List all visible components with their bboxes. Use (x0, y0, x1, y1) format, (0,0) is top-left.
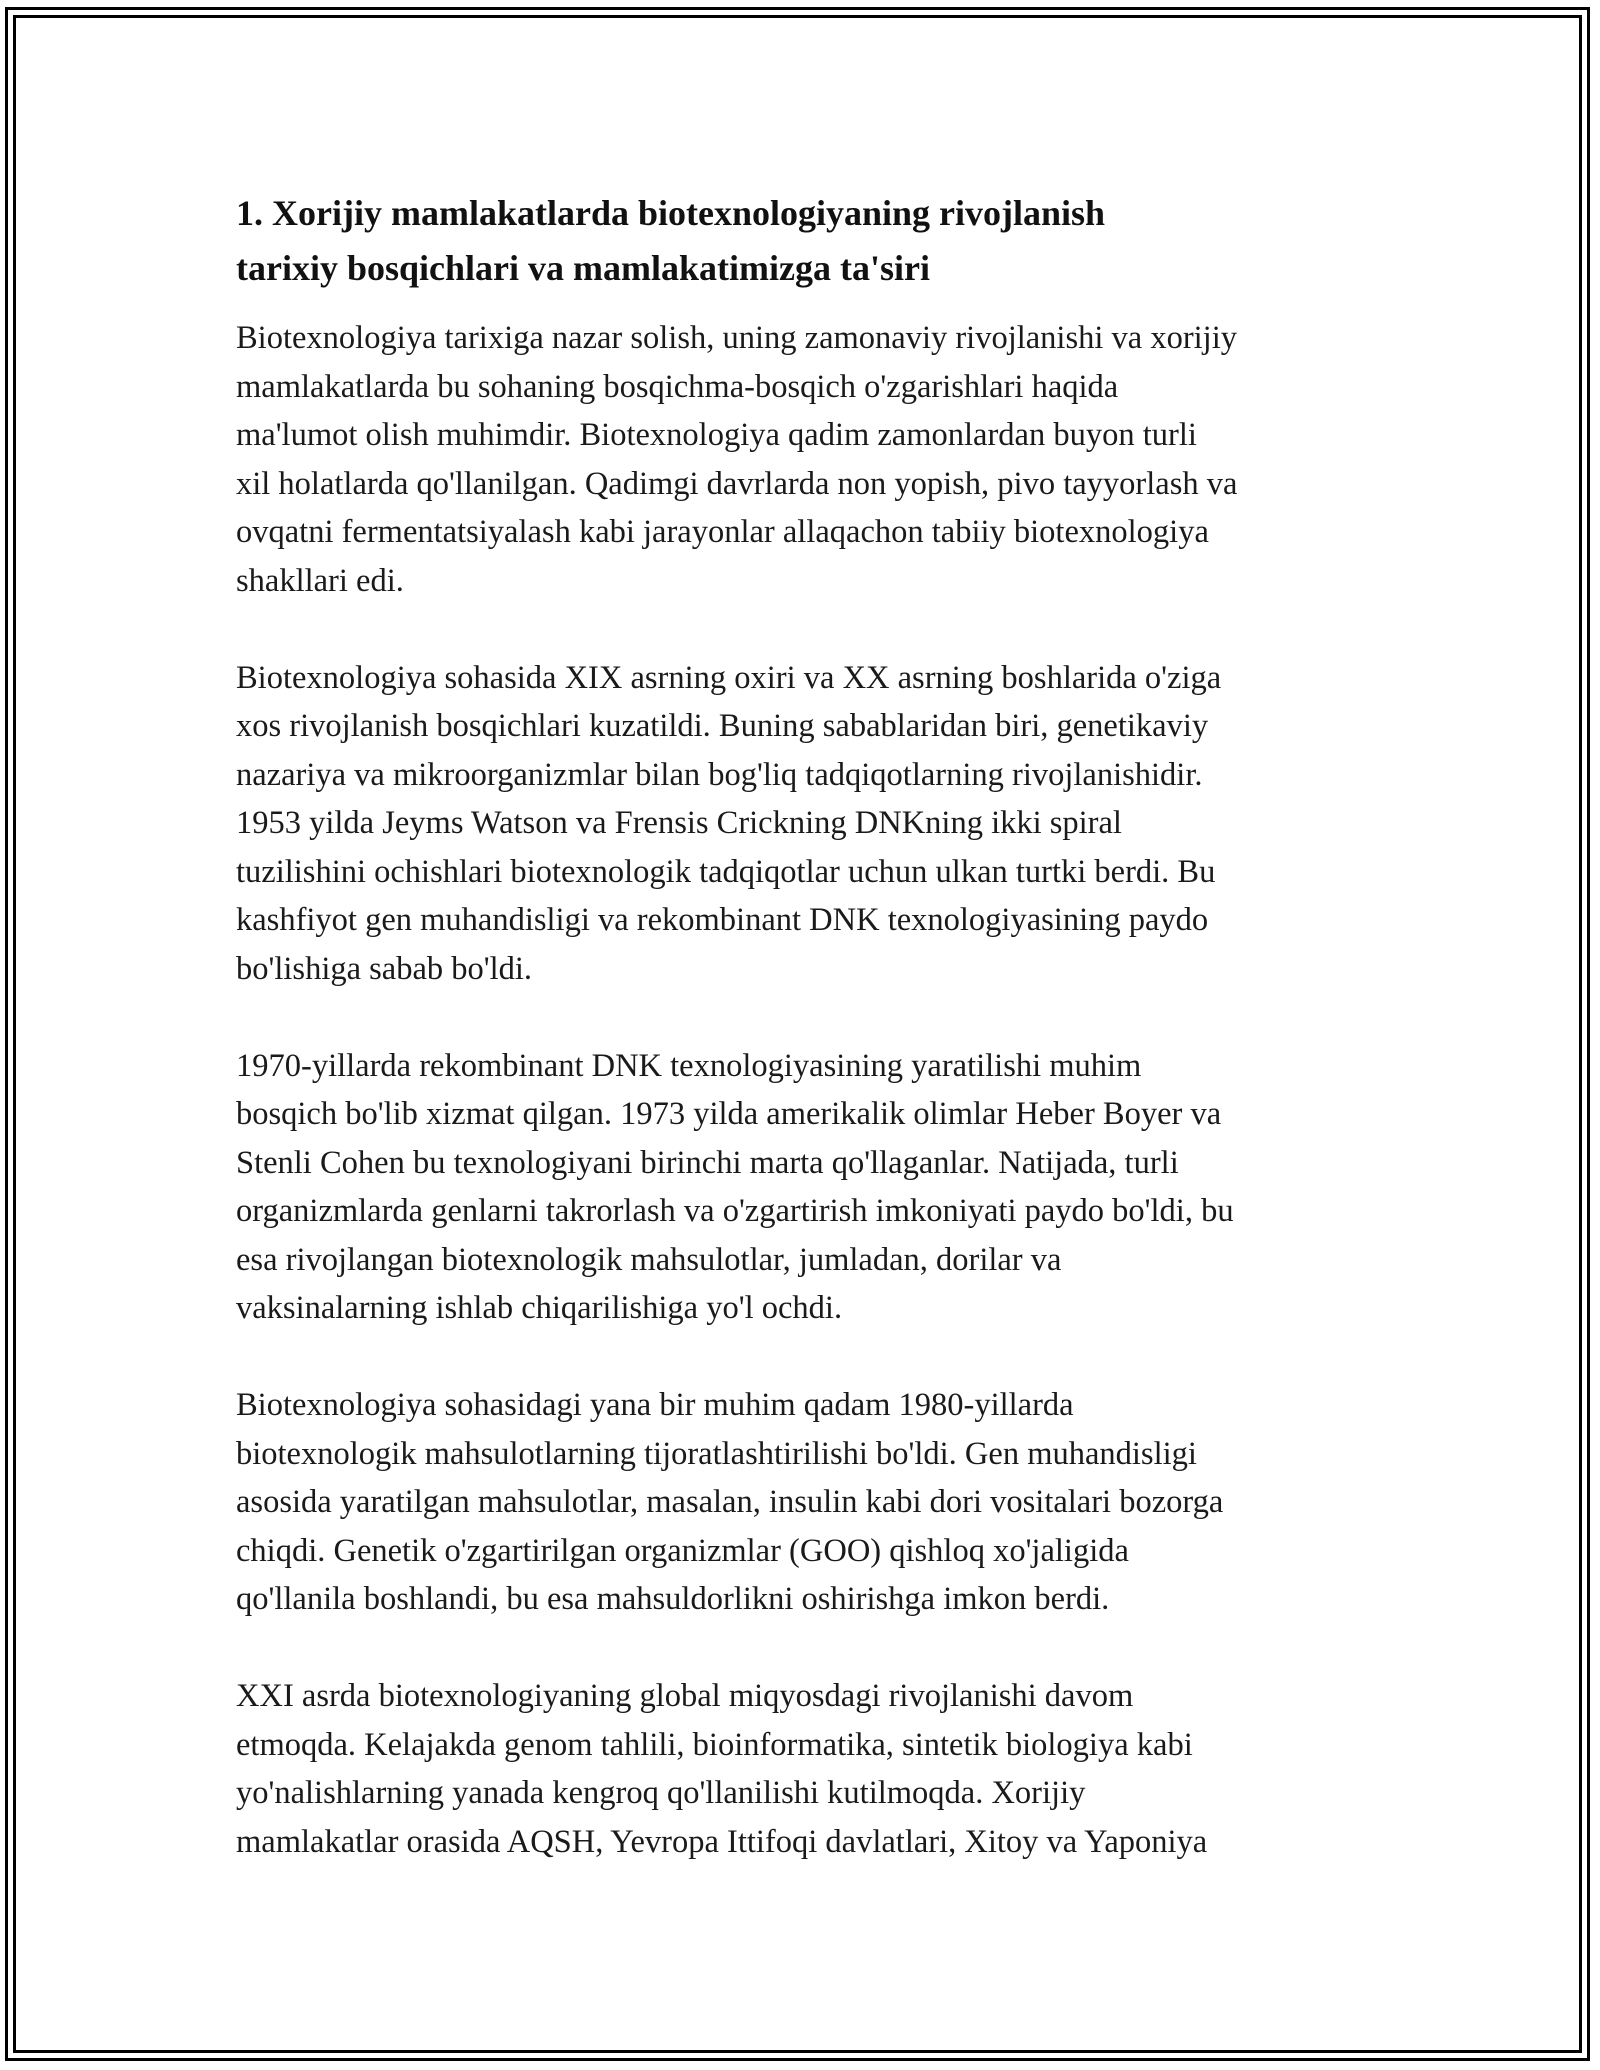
text-line: Biotexnologiya sohasida XIX asrning oxiri va XX asrning boshlarida o'ziga (236, 659, 1222, 696)
heading-line: 1. Xorijiy mamlakatlarda biotexnologiyaning rivojlanish (236, 193, 1106, 233)
text-line: Stenli Cohen bu texnologiyani birinchi marta qo'llaganlar. Natijada, turli (236, 1144, 1179, 1181)
paragraph (236, 654, 1386, 994)
heading-line: tarixiy bosqichlari va mamlakatimizga ta'siri (236, 248, 930, 288)
paragraph (236, 1381, 1386, 1624)
section-heading (236, 186, 1386, 296)
text-line: XXI asrda biotexnologiyaning global miqyosdagi rivojlanishi davom (236, 1678, 1134, 1714)
paragraph (236, 314, 1386, 605)
text-line: asosida yaratilgan mahsulotlar, masalan, insulin kabi dori vositalari bozorga (236, 1484, 1224, 1520)
text-line: organizmlarda genlarni takrorlash va o'zgartirish imkoniyati paydo bo'ldi, bu (236, 1193, 1234, 1229)
text-line: mamlakatlarda bu sohaning bosqichma-bosqich o'zgarishlari haqida (236, 368, 1119, 405)
text-line: bosqich bo'lib xizmat qilgan. 1973 yilda amerikalik olimlar Heber Boyer va (236, 1096, 1222, 1132)
text-line: esa rivojlangan biotexnologik mahsulotlar, jumladan, dorilar va (236, 1241, 1062, 1278)
text-line: tuzilishini ochishlari biotexnologik tadqiqotlar uchun ulkan turtki berdi. Bu (236, 853, 1216, 890)
text-line: xil holatlarda qo'llanilgan. Qadimgi davrlarda non yopish, pivo tayyorlash va (236, 465, 1238, 502)
text-line: bo'lishiga sabab bo'ldi. (236, 950, 533, 987)
text-line: qo'llanila boshlandi, bu esa mahsuldorlikni oshirishga imkon berdi. (236, 1581, 1110, 1617)
text-line: 1953 yilda Jeyms Watson va Frensis Crickning DNKning ikki spiral (236, 805, 1122, 841)
text-line: vaksinalarning ishlab chiqarilishiga yo'l ochdi. (236, 1290, 843, 1326)
document-body (236, 186, 1386, 1866)
text-line: 1970-yillarda rekombinant DNK texnologiyasining yaratilishi muhim (236, 1047, 1142, 1084)
text-line: biotexnologik mahsulotlarning tijoratlashtirilishi bo'ldi. Gen muhandisligi (236, 1435, 1197, 1472)
text-line: mamlakatlar orasida AQSH, Yevropa Ittifoqi davlatlari, Xitoy va Yaponiya (236, 1823, 1208, 1860)
text-line: ovqatni fermentatsiyalash kabi jarayonlar allaqachon tabiiy biotexnologiya (236, 514, 1209, 550)
text-line: xos rivojlanish bosqichlari kuzatildi. Buning sabablaridan biri, genetikaviy (236, 708, 1209, 744)
text-line: etmoqda. Kelajakda genom tahlili, bioinformatika, sintetik biologiya kabi (236, 1726, 1193, 1763)
text-line: kashfiyot gen muhandisligi va rekombinant DNK texnologiyasining paydo (236, 902, 1209, 938)
text-line: yo'nalishlarning yanada kengroq qo'llanilishi kutilmoqda. Xorijiy (236, 1775, 1086, 1811)
paragraph (236, 1672, 1386, 1866)
text-line: chiqdi. Genetik o'zgartirilgan organizmlar (GOO) qishloq xo'jaligida (236, 1532, 1129, 1569)
text-line: shakllari edi. (236, 562, 404, 599)
text-line: ma'lumot olish muhimdir. Biotexnologiya qadim zamonlardan buyon turli (236, 417, 1197, 453)
text-line: Biotexnologiya tarixiga nazar solish, uning zamonaviy rivojlanishi va xorijiy (236, 320, 1237, 356)
text-line: nazariya va mikroorganizmlar bilan bog'liq tadqiqotlarning rivojlanishidir. (236, 756, 1203, 793)
paragraph (236, 1042, 1386, 1333)
text-line: Biotexnologiya sohasidagi yana bir muhim qadam 1980-yillarda (236, 1387, 1074, 1423)
